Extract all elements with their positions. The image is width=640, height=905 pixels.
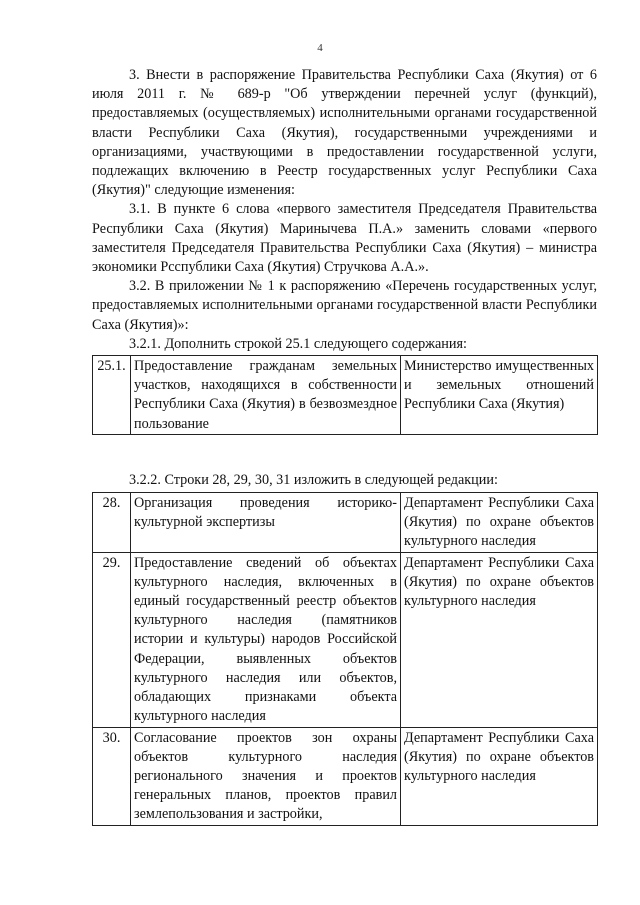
table-row	[93, 727, 598, 825]
table-rows-28-31	[92, 492, 598, 825]
service-name: Организация проведения историко-культурной экспертизы	[131, 493, 401, 553]
agency-name: Департамент Республики Саха (Якутия) по охране объектов культурного наследия	[401, 493, 598, 553]
agency-name: Департамент Республики Саха (Якутия) по охране объектов культурного наследия	[401, 727, 598, 825]
row-number: 25.1.	[93, 356, 131, 435]
service-name: Предоставление сведений об объектах культурного наследия, включенных в единый государственный реестр объектов культурного наследия (памятников истории и культуры) народов Российской Федерации, выявленных объектов культурного наследия или объектов, обладающих признаками объекта культурного наследия	[131, 552, 401, 727]
agency-name: Департамент Республики Саха (Якутия) по охране объектов культурного наследия	[401, 552, 598, 727]
service-name: Согласование проектов зон охраны объектов культурного наследия регионального значения и проектов генеральных планов, проектов правил землепользования и застройки,	[131, 727, 401, 825]
service-name: Предоставление гражданам земельных участков, находящихся в собственности Республики Саха (Якутия) в безвозмездное пользование	[131, 356, 401, 435]
paragraph-3-2: 3.2. В приложении № 1 к распоряжению «Перечень государственных услуг, предоставляемых исполнительными органами государственной власти Республики Саха (Якутия)»:	[92, 278, 597, 333]
table-row	[93, 493, 598, 553]
row-number: 28.	[93, 493, 131, 553]
table-row	[93, 356, 598, 435]
paragraph-3: 3. Внести в распоряжение Правительства Республики Саха (Якутия) от 6 июля 2011 г. № 689-р "Об утверждении перечней услуг (функций), предоставляемых (осуществляемых) исполнительными органами государственной власти Республики Саха (Якутия), государственными учреждениями и организациями, участвующими в предоставлении государственной услуги, подлежащих включению в Реестр государственных услуг Республики Саха (Якутия)" следующие изменения:	[92, 67, 597, 199]
agency-name: Министерство имущественных и земельных отношений Республики Саха (Якутия)	[401, 356, 598, 435]
row-number: 29.	[93, 552, 131, 727]
table-row	[93, 552, 598, 727]
paragraph-3-2-1: 3.2.1. Дополнить строкой 25.1 следующего содержания:	[129, 335, 467, 352]
spacer	[92, 435, 597, 471]
document-body	[92, 66, 597, 826]
page-number: 4	[317, 42, 323, 54]
row-number: 30.	[93, 727, 131, 825]
table-add-row-25-1	[92, 355, 598, 435]
paragraph-3-2-2: 3.2.2. Строки 28, 29, 30, 31 изложить в следующей редакции:	[129, 471, 498, 488]
paragraph-3-1: 3.1. В пункте 6 слова «первого заместителя Председателя Правительства Республики Саха (Якутия) Маринычева П.А.» заменить словами «первого заместителя Председателя Правительства Республики Саха (Якутия) – министра экономики Рсспублики Саха (Якутия) Стручкова А.А.».	[92, 201, 597, 276]
